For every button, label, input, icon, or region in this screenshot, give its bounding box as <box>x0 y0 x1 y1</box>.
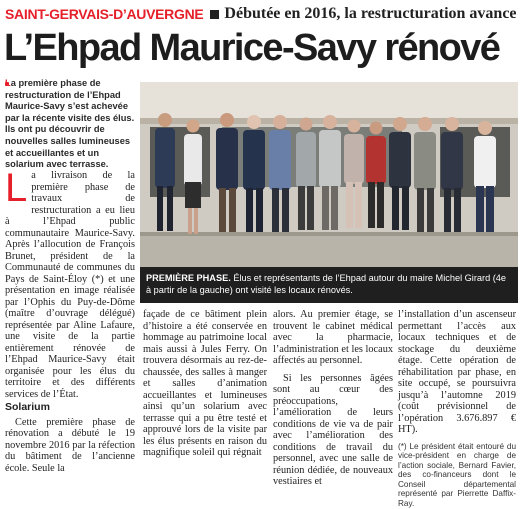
paragraph-residents: Si les personnes âgées sont au cœur des préoccupations, l’amélioration de leurs conditions de vie va de pair avec l’amélioration des conditions de travail du personnel, avec une salle de réunion dédiée, de nouveaux vestiaires et <box>273 372 393 487</box>
dropcap: L <box>5 166 28 210</box>
paragraph-first-floor: alors. Au premier étage, se trouvent le cabinet médical avec la pharmacie, l’administration et les locaux affectés au personnel. <box>273 309 393 366</box>
kicker-topic: Débutée en 2016, la restructuration avance <box>224 5 517 22</box>
kicker <box>5 4 517 24</box>
paragraph-lift: l’installation d’un ascenseur permettant l’accès aux locaux techniques et de stockage du deuxième étage. Cette opération de réhabilitation par phase, en site occupé, se poursuivra jusqu’à l’automne 2019 (coût prévisionnel de l’opération 3.676.897 € HT). <box>398 309 516 435</box>
first-paragraph-text: a livraison de la première phase de travaux de restructuration a eu lieu à l’Ehpad public communautaire Maurice-Savy. Après l’allocution de François Brunet, président de la Communauté de communes du Pays de Saint-Éloy (*) et une présentation en image réalisée par l’Ophis du Puy-de-Dôme (maître d’ouvrage délégué) représentée par Aline Lafaure, une visite de la partie entièrement rénovée de l’Ehpad Maurice-Savy était organisée pour les élus du territoire et des différents services de l’État. <box>5 170 135 400</box>
footnote: (*) Le président était entouré du vice-président en charge de l’action sociale, Bernard Favier, des co-financeurs dont le Conseil départemental représenté par Pierrette Daffix-Ray. <box>398 441 516 509</box>
body-column-2 <box>143 309 267 481</box>
photo-caption <box>140 267 518 303</box>
subhead-solarium: Solarium <box>5 401 50 413</box>
body-column-1 <box>5 166 135 478</box>
caption-text: Élus et représentants de l’Ehpad autour du maire Michel Girard (4e à partir de la gauche) ont visité les locaux rénovés. <box>146 273 507 295</box>
kicker-square-icon <box>210 10 219 19</box>
paragraph-facade: façade de ce bâtiment plein d’histoire a été conservée en hommage au patrimoine local mais aussi à Jules Ferry. On trouvera désormais au rez-de-chaussée, des salles à manger et salles d’animation accueillantes et lumineuses ainsi qu’un solarium avec terrasse qui a pu être testé et approuvé lors de la visite par les élus présents en raison du magnifique soleil qui régnait <box>143 309 267 458</box>
group-photo <box>140 82 518 267</box>
body-column-3 <box>273 309 393 487</box>
kicker-place: SAINT-GERVAIS-D’AUVERGNE <box>5 6 204 22</box>
lede: La première phase de restructuration de l’Ehpad Maurice-Savy s’est achevée par la récente visite des élus. Ils ont pu découvrir de nouvelles salles lumineuses et accueillantes et un solarium avec terrasse. <box>5 78 135 170</box>
first-paragraph <box>5 166 135 400</box>
group-photo-illustration <box>140 82 518 267</box>
paragraph-renovation: Cette première phase de rénovation a débuté le 19 novembre 2016 par la réfection du bâtiment de l’ancienne école. Seule la <box>5 416 135 474</box>
headline: L’Ehpad Maurice-Savy rénové <box>4 27 500 69</box>
caption-title: PREMIÈRE PHASE. <box>146 273 231 283</box>
body-column-4 <box>398 309 516 509</box>
